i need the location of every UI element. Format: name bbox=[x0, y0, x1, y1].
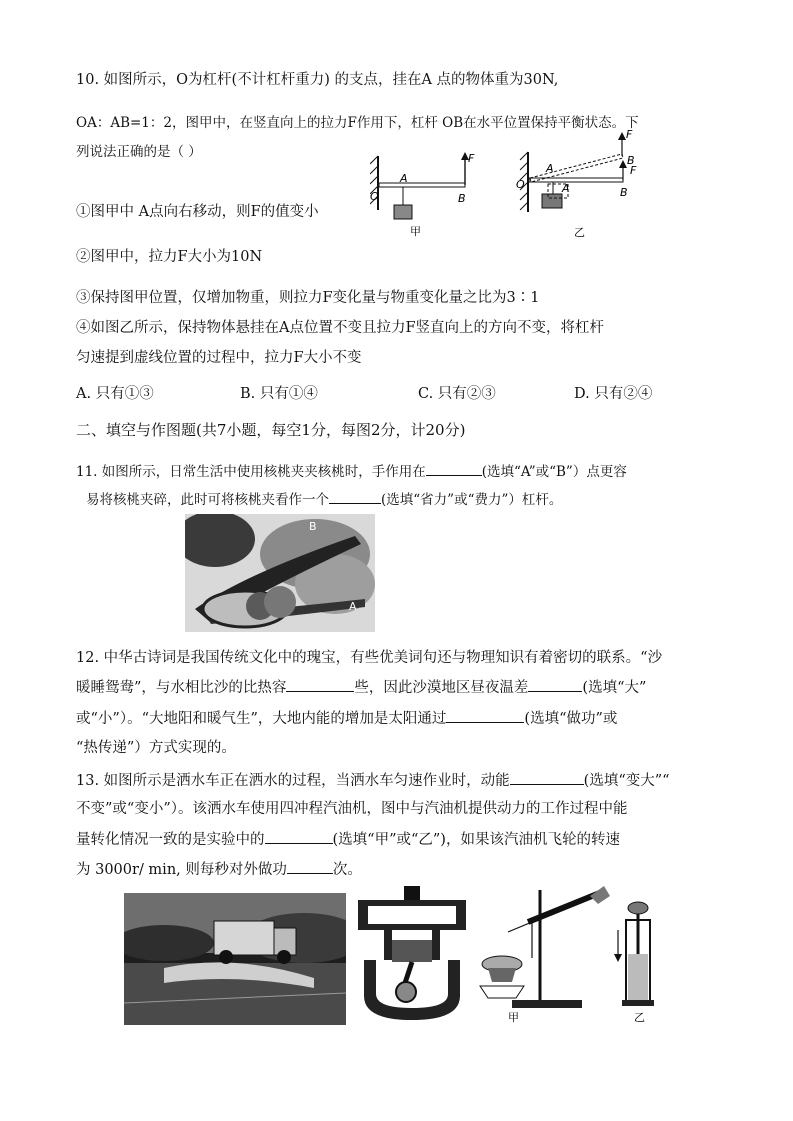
q10-statement-2: ②图甲中，拉力F大小为10N bbox=[76, 249, 263, 265]
lever-figure-jia bbox=[370, 150, 490, 238]
blank[interactable] bbox=[265, 829, 333, 844]
option-c: C. 只有②③ bbox=[418, 386, 496, 402]
option-b: B. 只有①④ bbox=[240, 386, 318, 402]
caption-yi: 乙 bbox=[574, 226, 585, 239]
q10-statement-1: ①图甲中 A点向右移动，则F的值变小 bbox=[76, 204, 319, 220]
q11-line2: 易将核桃夹碎，此时可将核桃夹看作一个 (选填“省力”或“费力”）杠杆。 bbox=[86, 489, 562, 510]
label-A-upper: A bbox=[546, 162, 554, 175]
q11-line1: 11. 如图所示，日常生活中使用核桃夹夹核桃时，手作用在 (选填“A”或“B”）点更容 bbox=[76, 461, 627, 482]
caption-yi: 乙 bbox=[634, 1011, 645, 1024]
option-d: D. 只有②④ bbox=[574, 386, 653, 402]
label-A: A bbox=[349, 600, 357, 613]
blank[interactable] bbox=[287, 859, 333, 874]
q10-statement-4a: ④如图乙所示，保持物体悬挂在A点位置不变且拉力F竖直向上的方向不变，将杠杆 bbox=[76, 320, 605, 336]
q12-line3: 或“小”）。“大地阳和暖气生”，大地内能的增加是太阳通过 (选填“做功”或 bbox=[76, 708, 617, 729]
q12-line2: 暖睡鸳鸯”，与水相比沙的比热容 些，因此沙漠地区昼夜温差 (选填“大” bbox=[76, 677, 646, 698]
option-a: A. 只有①③ bbox=[76, 386, 154, 402]
label-F: F bbox=[468, 152, 475, 165]
blank[interactable] bbox=[329, 489, 381, 504]
blank[interactable] bbox=[446, 708, 524, 723]
sprinkler-truck-photo bbox=[124, 893, 346, 1025]
experiment-yi bbox=[610, 900, 666, 1024]
label-B: B bbox=[309, 520, 317, 533]
caption-jia: 甲 bbox=[508, 1011, 519, 1024]
label-B: B bbox=[458, 192, 466, 205]
blank[interactable] bbox=[286, 677, 354, 692]
label-A: A bbox=[400, 172, 408, 185]
blank[interactable] bbox=[426, 461, 482, 476]
experiment-jia bbox=[472, 882, 614, 1024]
q12-line1: 12. 中华古诗词是我国传统文化中的瑰宝，有些优美词句还与物理知识有着密切的联系。“沙 bbox=[76, 650, 663, 666]
engine-stroke-diagram bbox=[356, 884, 468, 1024]
q10-statement-3: ③保持图甲位置，仅增加物重，则拉力F变化量与物重变化量之比为3∶1 bbox=[76, 290, 540, 306]
caption-jia: 甲 bbox=[410, 225, 421, 238]
blank[interactable] bbox=[510, 770, 584, 785]
q10-line2: OA：AB=1：2，图甲中，在竖直向上的拉力F作用下，杠杆 OB在水平位置保持平衡状态。下 bbox=[76, 115, 639, 131]
label-B-upper: B bbox=[627, 154, 635, 167]
lever-figure-yi bbox=[512, 128, 652, 240]
label-O: O bbox=[516, 178, 525, 191]
q10-line3: 列说法正确的是（ ） bbox=[76, 144, 202, 160]
label-F-lower: F bbox=[630, 164, 637, 177]
walnut-cracker-photo bbox=[185, 514, 375, 632]
label-A-lower: A bbox=[562, 182, 570, 195]
q13-line1: 13. 如图所示是洒水车正在洒水的过程，当洒水车匀速作业时，动能 (选填“变大”“ bbox=[76, 770, 670, 791]
blank[interactable] bbox=[528, 677, 582, 692]
label-O: O bbox=[370, 190, 379, 203]
q13-line3: 量转化情况一致的是实验中的 (选填“甲”或“乙”)，如果该汽油机飞轮的转速 bbox=[76, 829, 620, 850]
q13-line4: 为 3000r/ min, 则每秒对外做功 次。 bbox=[76, 859, 362, 880]
section-heading: 二、填空与作图题(共7小题，每空1分，每图2分，计20分) bbox=[76, 421, 466, 439]
q10-statement-4b: 匀速提到虚线位置的过程中，拉力F大小不变 bbox=[76, 350, 362, 366]
q13-line2: 不变”或“变小”）。该洒水车使用四冲程汽油机，图中与汽油机提供动力的工作过程中能 bbox=[76, 801, 628, 817]
q10-line1: 10. 如图所示，O为杠杆(不计杠杆重力) 的支点，挂在A 点的物体重为30N, bbox=[76, 72, 559, 88]
label-B-lower: B bbox=[620, 186, 628, 199]
q12-line4: “热传递”）方式实现的。 bbox=[76, 740, 236, 756]
label-F-upper: F bbox=[626, 128, 633, 141]
